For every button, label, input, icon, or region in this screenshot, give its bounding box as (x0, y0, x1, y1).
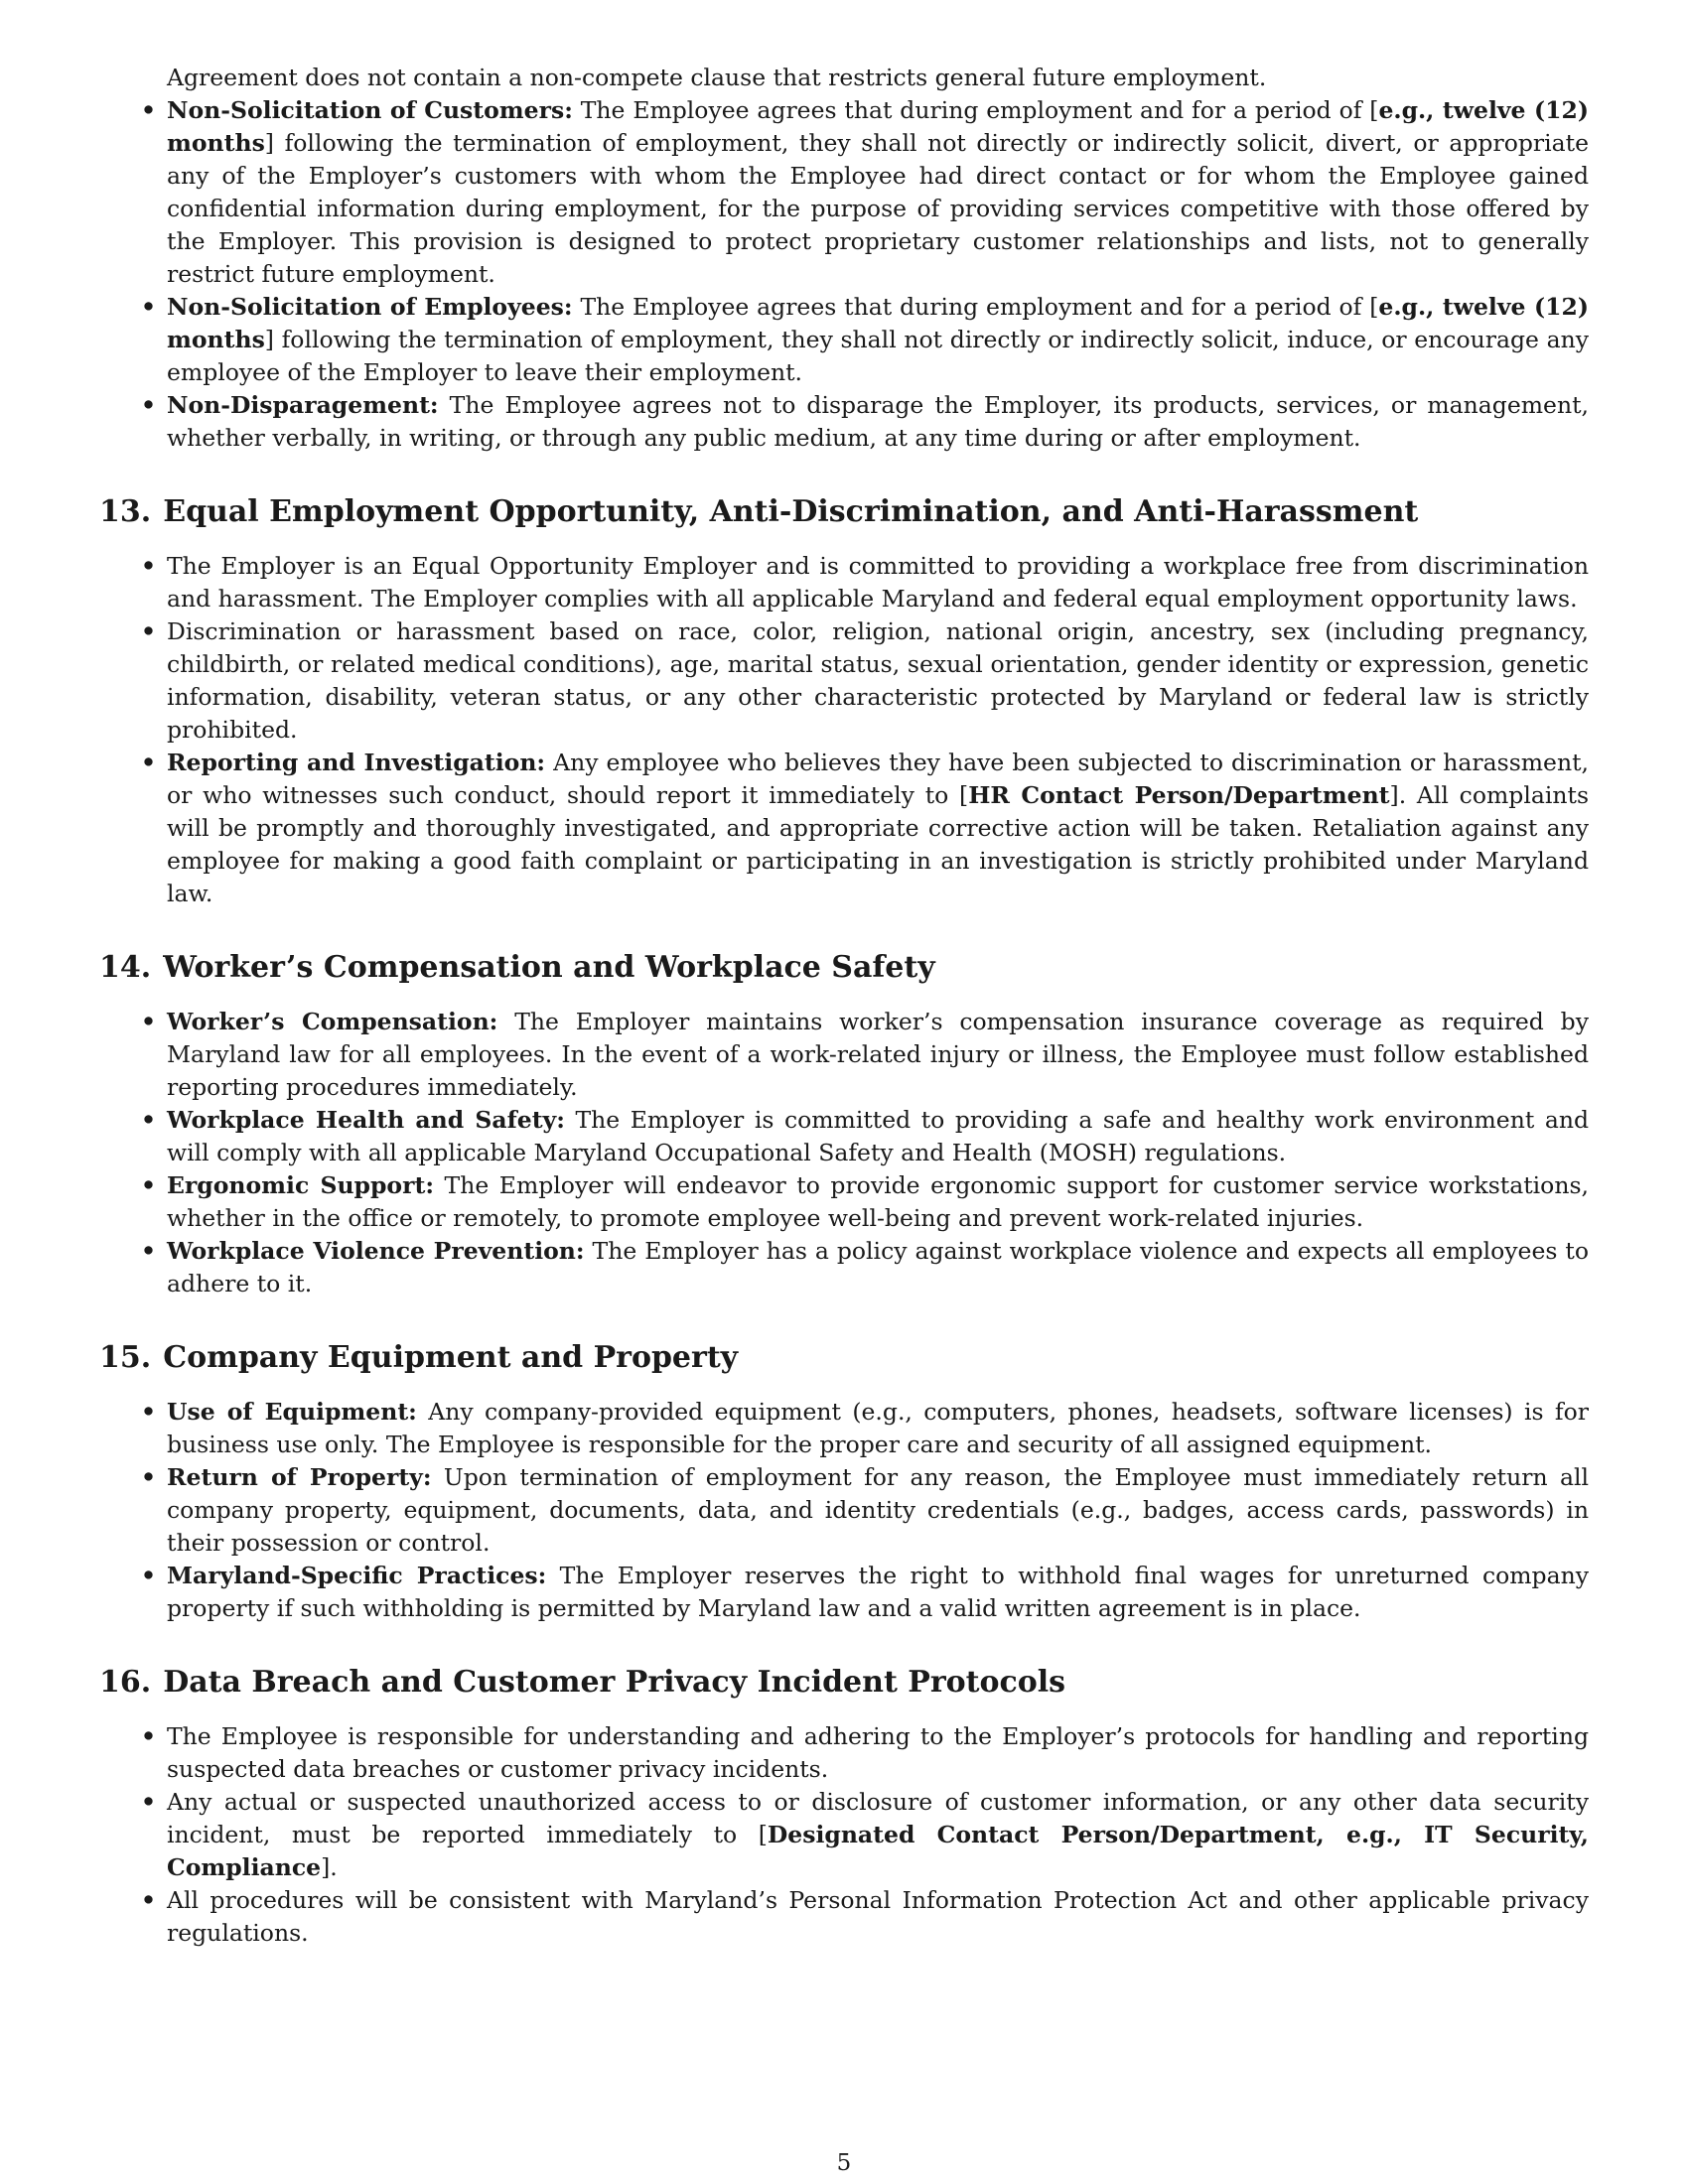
section-title: Data Breach and Customer Privacy Incident Protocols (163, 1665, 1066, 1700)
bullet-icon: • (141, 1398, 157, 1426)
list-item (99, 1104, 1589, 1169)
bullet-icon: • (141, 617, 157, 645)
section-heading-15 (99, 1340, 1589, 1376)
item-text: The Employer reserves the right to withhold final wages for unreturned company property if such withholding is permitted by Maryland law and a valid written agreement is in place. (167, 1562, 1590, 1622)
bullet-icon: • (141, 293, 157, 321)
bullet-icon: • (141, 1788, 157, 1816)
item-bold-placeholder: HR Contact Person/Department (968, 781, 1390, 809)
item-text: ] following the termination of employment, they shall not directly or indirectly solicit, divert, or appropriate any of the Employer’s customers with whom the Employee had direct contact or for whom the Employee gained confidential information during employment, for the purpose of providing services competitive with those offered by the Employer. This provision is designed to protect proprietary customer relationships and lists, not to generally restrict future employment. (167, 129, 1589, 288)
item-text: Discrimination or harassment based on race, color, religion, national origin, ancestry, sex (including pregnancy, childbirth, or related medical conditions), age, marital status, sexual orientation, gender identity or expression, genetic information, disability, veteran status, or any other characteristic protected by Maryland or federal law is strictly prohibited. (167, 617, 1589, 744)
list-item (99, 291, 1589, 389)
section-title: Equal Employment Opportunity, Anti-Discrimination, and Anti-Harassment (163, 494, 1419, 529)
bullet-icon: • (141, 1106, 157, 1134)
list-item (99, 1461, 1589, 1560)
item-lead: Ergonomic Support: (167, 1171, 435, 1199)
item-text: Any employee who believes they have been subjected to discrimination or harassment, or who witnesses such conduct, should report it immediately to [ (167, 749, 1589, 809)
list-item (99, 1560, 1589, 1625)
section-number: 16. (99, 1665, 152, 1700)
list-item (99, 1786, 1589, 1884)
item-lead: Worker’s Compensation: (167, 1008, 498, 1035)
bullet-icon: • (141, 1562, 157, 1589)
bullet-icon: • (141, 552, 157, 580)
list-item (99, 615, 1589, 747)
section-number: 13. (99, 494, 152, 529)
item-lead: Workplace Violence Prevention: (167, 1237, 585, 1265)
list-item (99, 747, 1589, 910)
item-text: Upon termination of employment for any reason, the Employee must immediately return all company property, equipment, documents, data, and identity credentials (e.g., badges, access cards, passwords) in their possession or control. (167, 1463, 1589, 1557)
item-text: The Employer has a policy against workplace violence and expects all employees to adhere to it. (167, 1237, 1589, 1297)
item-bold-placeholder: e.g., twelve (12) months (167, 96, 1589, 157)
bullet-icon: • (141, 1237, 157, 1265)
section-number: 15. (99, 1340, 152, 1375)
item-text: ] following the termination of employment, they shall not directly or indirectly solicit, induce, or encourage any employee of the Employer to leave their employment. (167, 326, 1589, 386)
bullet-icon: • (141, 1008, 157, 1035)
section-heading-13 (99, 494, 1589, 530)
item-text: ]. All complaints will be promptly and thoroughly investigated, and appropriate corrective action will be taken. Retaliation against any employee for making a good faith complaint or participating in an investigation is strictly prohibited under Maryland law. (167, 781, 1590, 907)
item-lead: Reporting and Investigation: (167, 749, 546, 776)
bullet-icon: • (141, 391, 157, 419)
item-text: The Employee agrees not to disparage the Employer, its products, services, or management, whether verbally, in writing, or through any public medium, at any time during or after employment. (167, 391, 1589, 452)
bullet-list-section-15 (99, 1396, 1589, 1625)
item-text: The Employer is committed to providing a safe and healthy work environment and will comply with all applicable Maryland Occupational Safety and Health (MOSH) regulations. (167, 1106, 1590, 1166)
bullet-icon: • (141, 749, 157, 776)
list-item (99, 1235, 1589, 1300)
item-text: The Employer is an Equal Opportunity Employer and is committed to providing a workplace free from discrimination and harassment. The Employer complies with all applicable Maryland and federal equal employment opportunity laws. (167, 552, 1589, 613)
bullet-icon: • (141, 1171, 157, 1199)
bullet-icon: • (141, 1722, 157, 1750)
bullet-list-top (99, 94, 1589, 455)
item-bold-placeholder: e.g., twelve (12) months (167, 293, 1589, 353)
item-text: The Employee agrees that during employment and for a period of [ (572, 96, 1379, 124)
list-item (99, 1169, 1589, 1235)
item-lead: Non-Disparagement: (167, 391, 439, 419)
item-text: The Employer maintains worker’s compensation insurance coverage as required by Maryland law for all employees. In the event of a work-related injury or illness, the Employee must follow established reporting procedures immediately. (167, 1008, 1589, 1101)
list-item (99, 1396, 1589, 1461)
item-text: ]. (321, 1853, 338, 1881)
list-item (99, 1006, 1589, 1104)
list-item (99, 389, 1589, 455)
list-item (99, 1884, 1589, 1950)
item-text: The Employer will endeavor to provide ergonomic support for customer service workstations, whether in the office or remotely, to promote employee well-being and prevent work-related injuries. (167, 1171, 1589, 1232)
section-number: 14. (99, 950, 152, 985)
section-heading-16 (99, 1665, 1589, 1701)
section-heading-14 (99, 950, 1589, 986)
item-lead: Non-Solicitation of Customers: (167, 96, 573, 124)
item-bold-placeholder: Designated Contact Person/Department, e.g., IT Security, Compliance (167, 1821, 1589, 1881)
list-item (99, 94, 1589, 291)
document-page (99, 62, 1589, 1950)
item-text: The Employee is responsible for understanding and adhering to the Employer’s protocols for handling and reporting suspected data breaches or customer privacy incidents. (167, 1722, 1589, 1783)
bullet-list-section-14 (99, 1006, 1589, 1300)
bullet-list-section-13 (99, 550, 1589, 910)
bullet-icon: • (141, 1886, 157, 1914)
item-text: All procedures will be consistent with Maryland’s Personal Information Protection Act and other applicable privacy regulations. (167, 1886, 1589, 1947)
bullet-icon: • (141, 96, 157, 124)
item-text: Any actual or suspected unauthorized access to or disclosure of customer information, or any other data security incident, must be reported immediately to [ (167, 1788, 1589, 1848)
item-lead: Workplace Health and Safety: (167, 1106, 565, 1134)
section-title: Worker’s Compensation and Workplace Safety (163, 950, 935, 985)
list-item (99, 550, 1589, 615)
item-lead: Return of Property: (167, 1463, 432, 1491)
item-lead: Use of Equipment: (167, 1398, 417, 1426)
list-item (99, 1720, 1589, 1786)
continuation-text: Agreement does not contain a non-compete clause that restricts general future employment. (167, 64, 1267, 91)
item-lead: Maryland-Specific Practices: (167, 1562, 547, 1589)
bullet-icon: • (141, 1463, 157, 1491)
item-text: Any company-provided equipment (e.g., computers, phones, headsets, software licenses) is for business use only. The Employee is responsible for the proper care and security of all assigned equipment. (167, 1398, 1590, 1458)
page-number: 5 (836, 2150, 852, 2176)
item-lead: Non-Solicitation of Employees: (167, 293, 573, 321)
item-text: The Employee agrees that during employment and for a period of [ (572, 293, 1379, 321)
bullet-list-section-16 (99, 1720, 1589, 1950)
section-title: Company Equipment and Property (163, 1340, 739, 1375)
